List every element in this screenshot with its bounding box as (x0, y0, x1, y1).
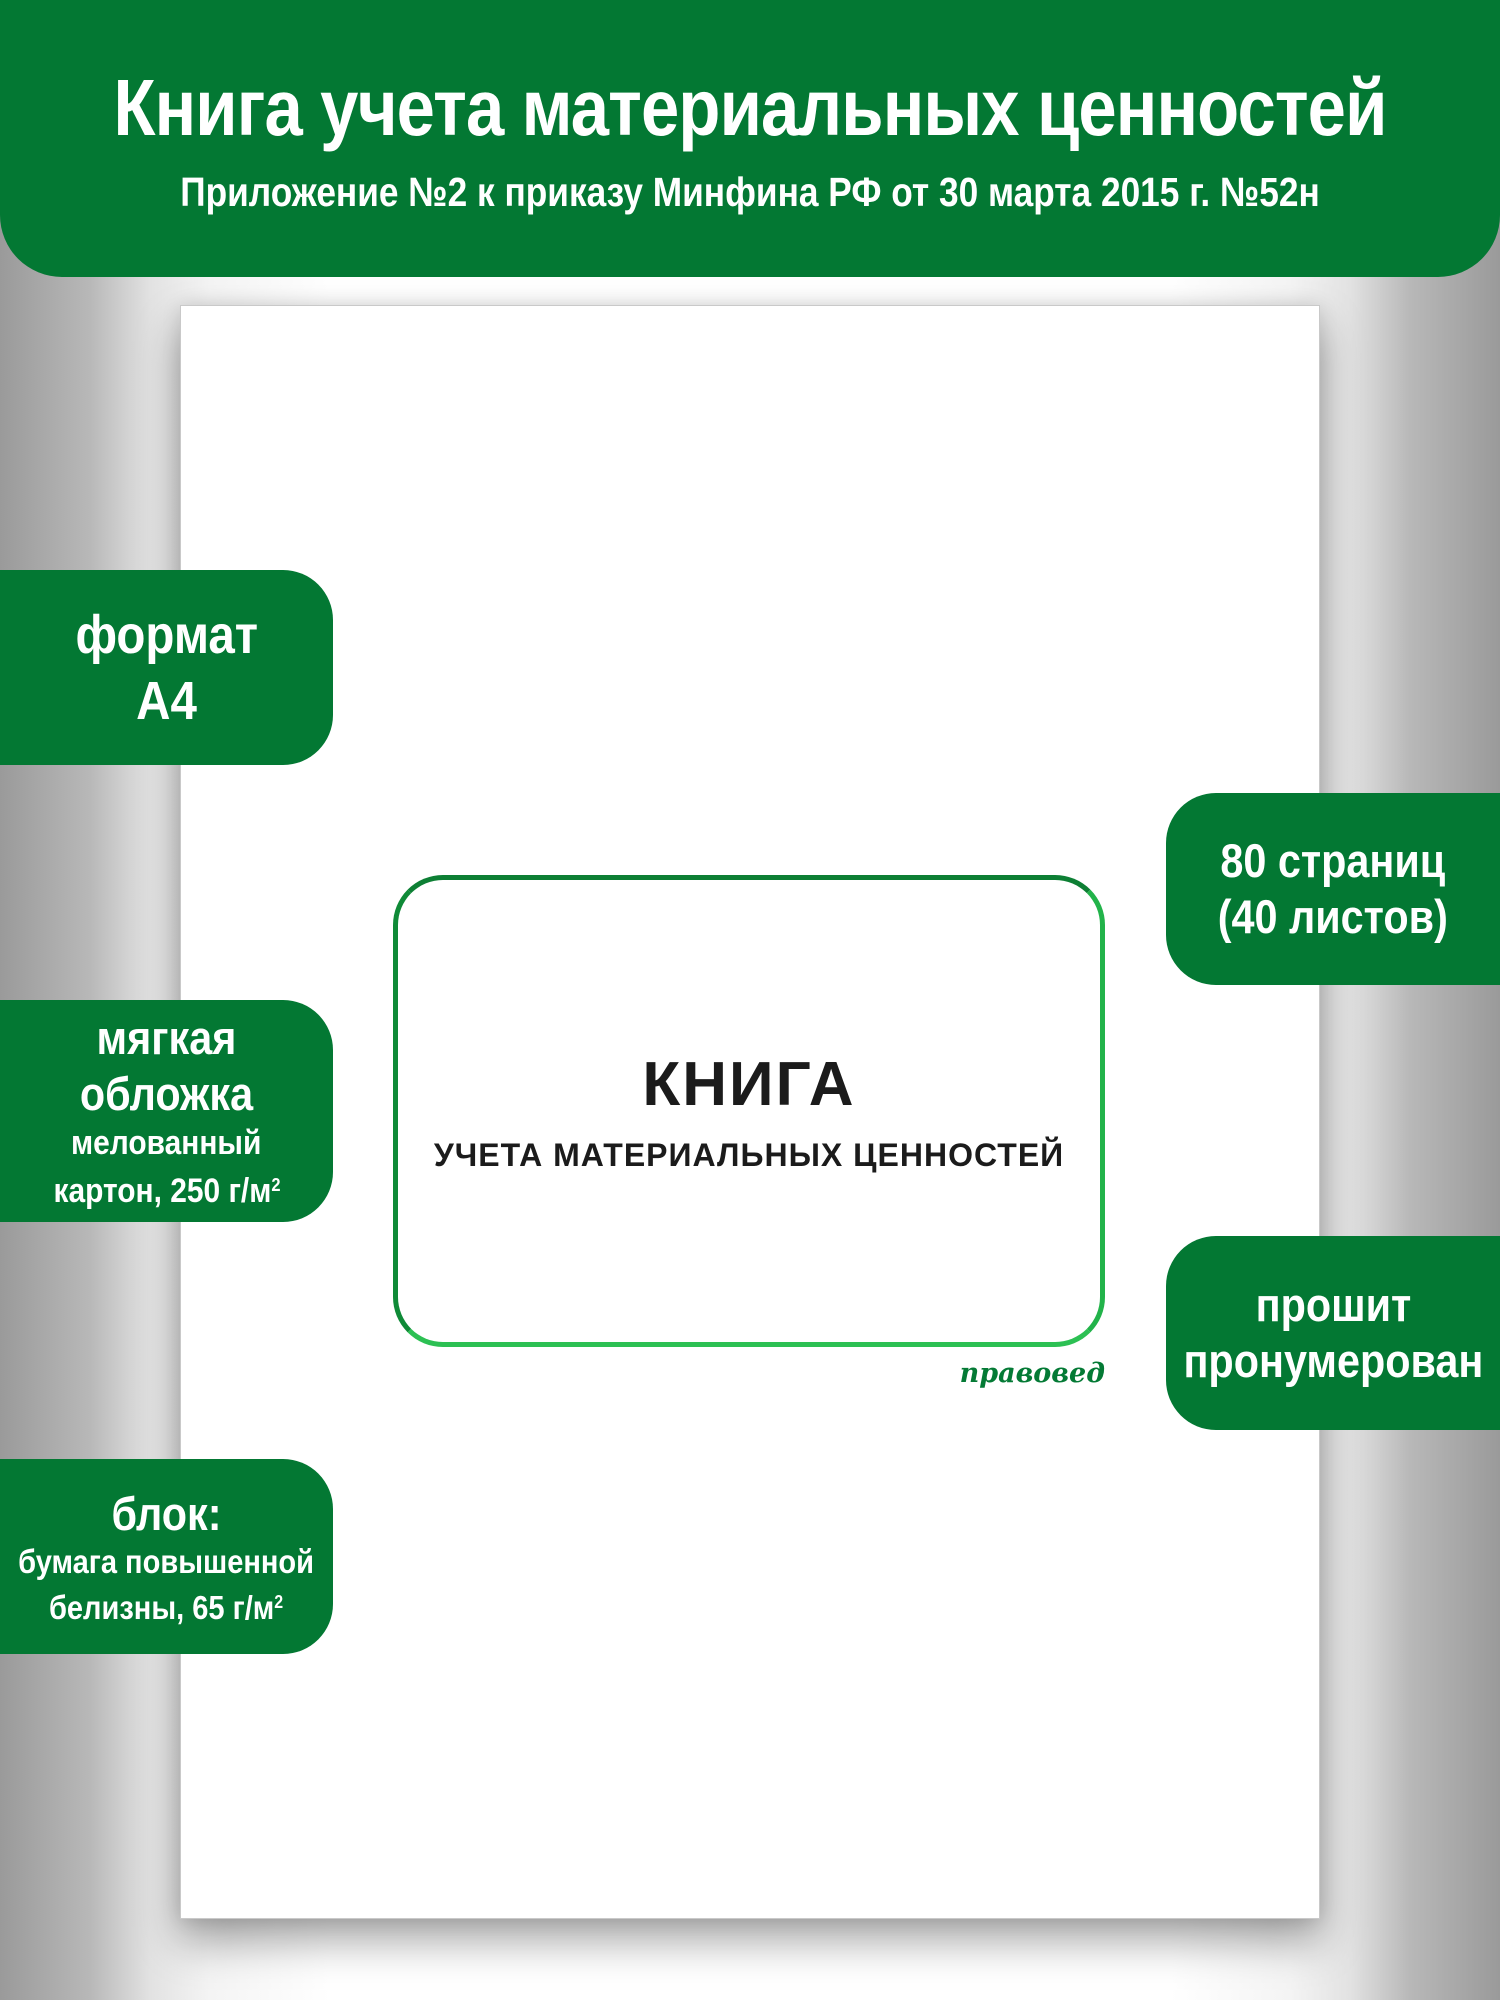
pages-line1: 80 страниц (1220, 834, 1446, 887)
page-subtitle: Приложение №2 к приказу Минфина РФ от 30 марта 2015 г. №52н (180, 169, 1320, 215)
cover-title-frame (393, 875, 1105, 1347)
binding-badge (1166, 1236, 1500, 1430)
pages-badge (1166, 793, 1500, 985)
block-badge (0, 1459, 333, 1654)
block-line3: белизны, 65 $г/м^2$ (49, 1588, 284, 1626)
cover-title: КНИГА (642, 1050, 856, 1119)
cover-subtitle: УЧЕТА МАТЕРИАЛЬНЫХ ЦЕННОСТЕЙ (433, 1137, 1065, 1173)
cover-type-badge (0, 1000, 333, 1222)
format-value: А4 (136, 670, 197, 731)
block-line2: бумага повышенной (18, 1542, 315, 1580)
cover-type-line1: мягкая (96, 1010, 237, 1064)
format-badge (0, 570, 333, 765)
format-label: формат (75, 604, 258, 665)
binding-line2: пронумерован (1183, 1334, 1483, 1387)
binding-line1: прошит (1255, 1278, 1411, 1331)
pages-line2: (40 листов) (1217, 890, 1449, 943)
block-line1: блок: (111, 1486, 222, 1540)
cover-type-line3: мелованный (71, 1123, 262, 1162)
cover-type-line2: обложка (79, 1066, 254, 1120)
brand-logo: правовед (959, 1358, 1105, 1389)
cover-type-line4: картон, 250 $г/м^2$ (52, 1172, 281, 1211)
page-title: Книга учета материальных ценностей (113, 63, 1387, 152)
header-banner (0, 0, 1500, 277)
